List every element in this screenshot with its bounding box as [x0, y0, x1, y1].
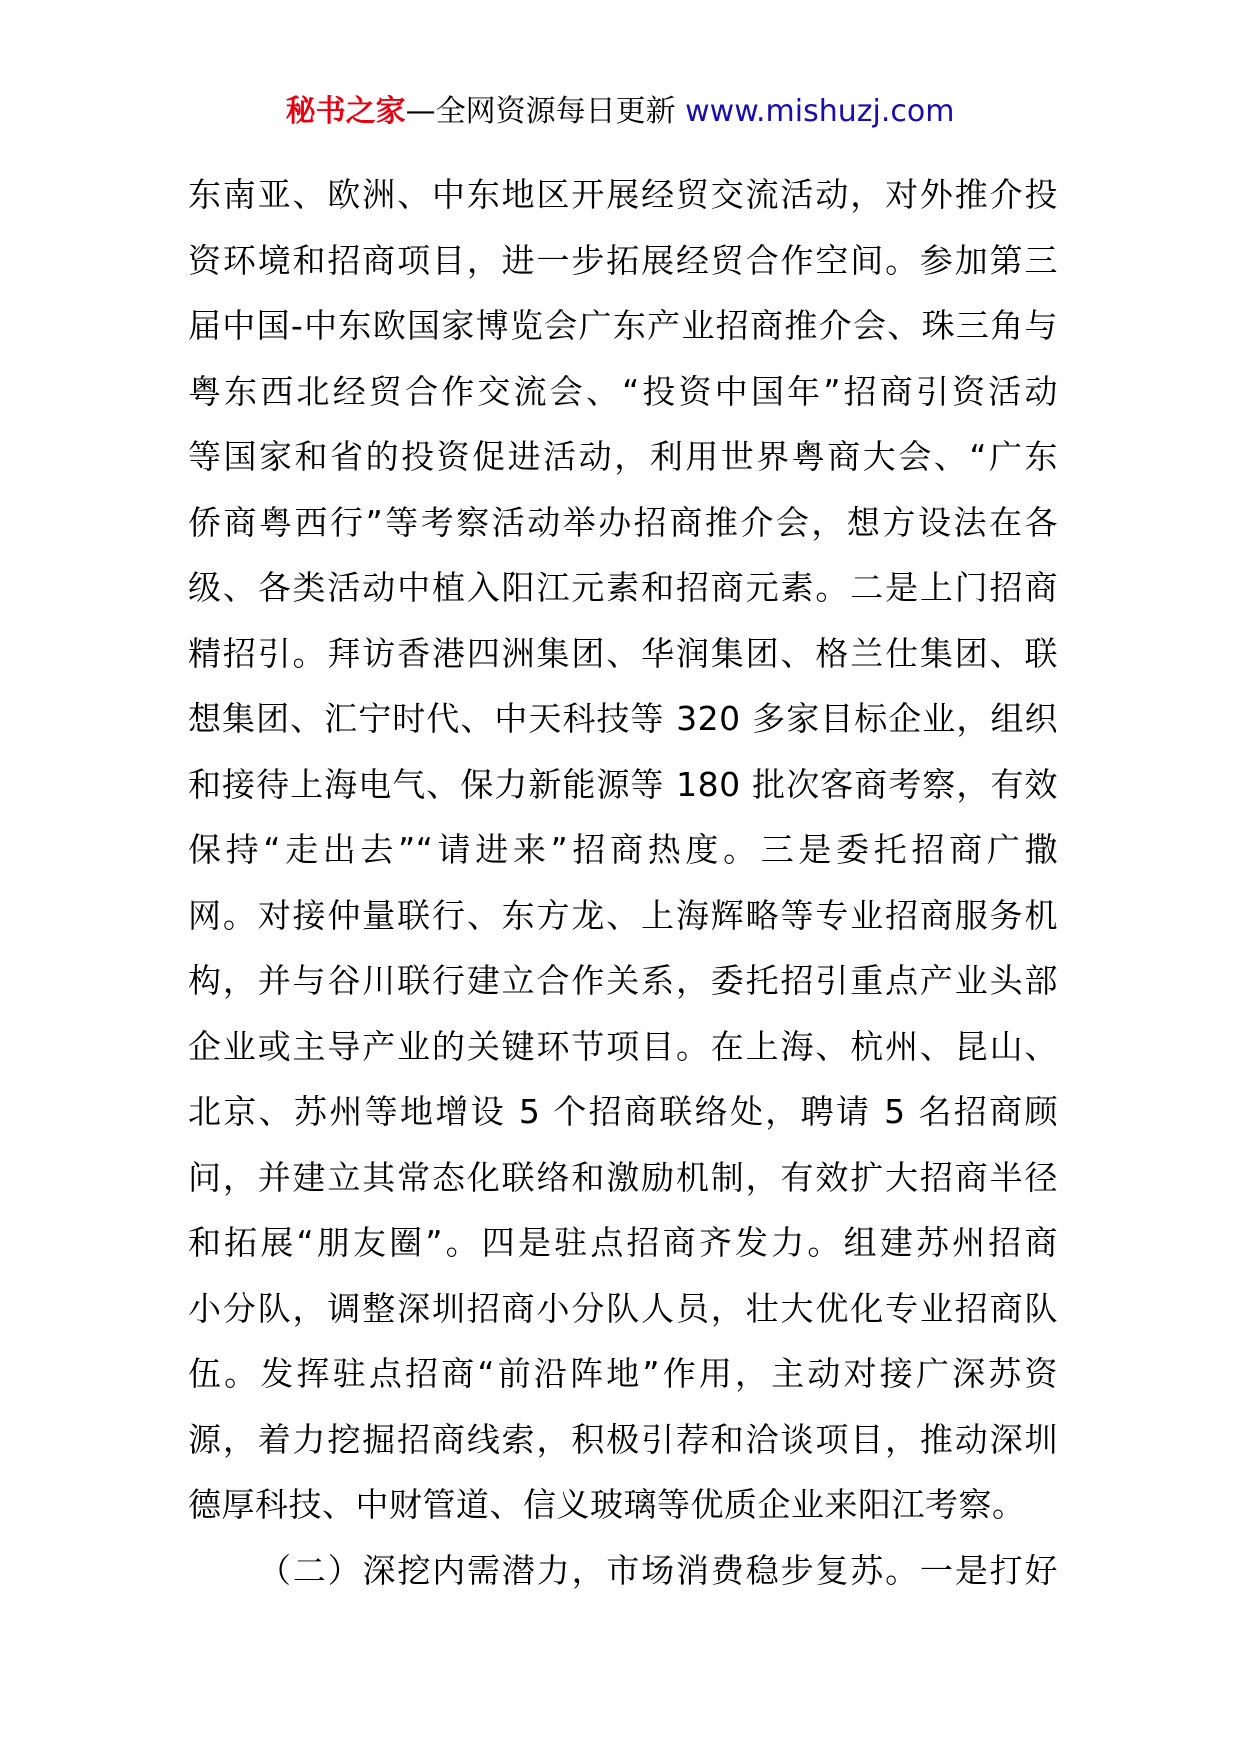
paragraph-line: 资环境和招商项目，进一步拓展经贸合作空间。参加第三	[188, 240, 1058, 280]
paragraph-line: 东南亚、欧洲、中东地区开展经贸交流活动，对外推介投	[188, 175, 1058, 214]
paragraph-line: 小分队，调整深圳招商小分队人员，壮大优化专业招商队	[188, 1288, 1058, 1328]
paragraph-line: 精招引。拜访香港四洲集团、华润集团、格兰仕集团、联	[188, 633, 1058, 673]
paragraph-line: 伍。发挥驻点招商“前沿阵地”作用，主动对接广深苏资	[188, 1354, 1058, 1393]
paragraph-line: 企业或主导产业的关键环节项目。在上海、杭州、昆山、	[188, 1026, 1058, 1066]
paragraph-line: 级、各类活动中植入阳江元素和招商元素。二是上门招商	[188, 568, 1058, 607]
paragraph-line: 网。对接仲量联行、东方龙、上海辉略等专业招商服务机	[188, 895, 1058, 935]
brand-name: 秘书之家	[285, 94, 406, 129]
header-tagline: —全网资源每日更新	[405, 94, 676, 129]
paragraph-line: 和接待上海电气、保力新能源等 180 批次客商考察，有效	[188, 764, 1058, 804]
paragraph-line: 想集团、汇宁时代、中天科技等 320 多家目标企业，组织	[188, 699, 1058, 738]
paragraph-line: 北京、苏州等地增设 5 个招商联络处，聘请 5 名招商顾	[188, 1092, 1058, 1131]
paragraph-line: 粤东西北经贸合作交流会、“投资中国年”招商引资活动	[188, 371, 1058, 411]
document-body	[188, 162, 1058, 1603]
paragraph-line: 问，并建立其常态化联络和激励机制，有效扩大招商半径	[188, 1157, 1058, 1197]
paragraph-line: 德厚科技、中财管道、信义玻璃等优质企业来阳江考察。	[188, 1485, 1026, 1524]
section-heading-line: （二）深挖内需潜力，市场消费稳步复苏。一是打好	[258, 1550, 1058, 1590]
paragraph-line: 和拓展“朋友圈”。四是驻点招商齐发力。组建苏州招商	[188, 1223, 1058, 1262]
paragraph-line: 构，并与谷川联行建立合作关系，委托招引重点产业头部	[188, 961, 1058, 1000]
paragraph-line: 保持“走出去”“请进来”招商热度。三是委托招商广撒	[188, 830, 1058, 869]
site-header	[0, 92, 1240, 132]
paragraph-line: 届中国-中东欧国家博览会广东产业招商推介会、珠三角与	[188, 306, 1058, 345]
site-url-link[interactable]: www.mishuzj.com	[685, 94, 955, 129]
paragraph-line: 等国家和省的投资促进活动，利用世界粤商大会、“广东	[188, 437, 1058, 476]
paragraph-line: 源，着力挖掘招商线索，积极引荐和洽谈项目，推动深圳	[188, 1419, 1058, 1459]
paragraph-line: 侨商粤西行”等考察活动举办招商推介会，想方设法在各	[188, 502, 1058, 542]
